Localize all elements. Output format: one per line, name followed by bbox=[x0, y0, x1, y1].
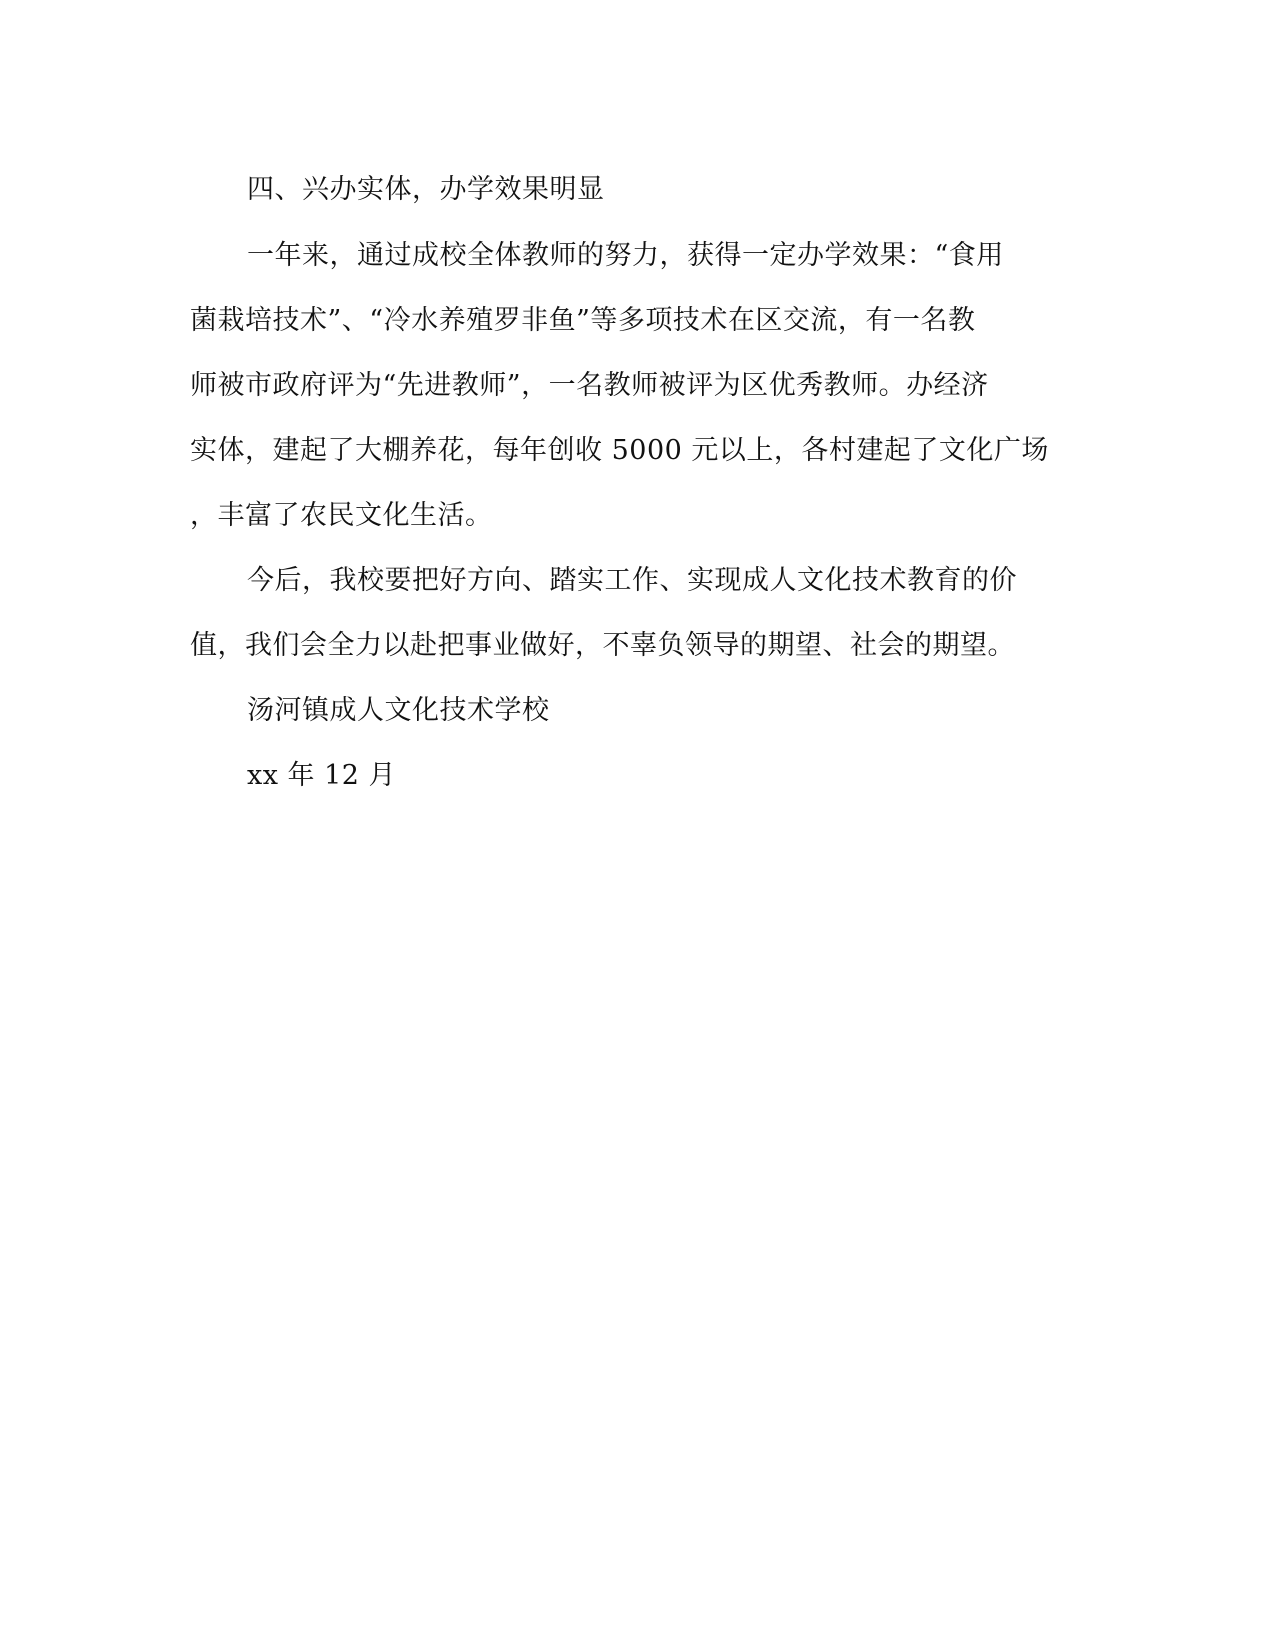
signature-organization: 汤河镇成人文化技术学校 bbox=[247, 695, 550, 726]
paragraph-1-line-4: 实体，建起了大棚养花，每年创收 5000 元以上，各村建起了文化广场 bbox=[190, 435, 1049, 466]
section-heading: 四、兴办实体，办学效果明显 bbox=[247, 174, 605, 205]
paragraph-1-line-1: 一年来，通过成校全体教师的努力，获得一定办学效果：“食用 bbox=[247, 240, 1004, 271]
paragraph-1-line-2: 菌栽培技术”、“冷水养殖罗非鱼”等多项技术在区交流，有一名教 bbox=[190, 305, 976, 336]
signature-date: xx 年 12 月 bbox=[247, 760, 397, 791]
paragraph-1-line-5: ，丰富了农民文化生活。 bbox=[190, 500, 493, 531]
paragraph-2-line-1: 今后，我校要把好方向、踏实工作、实现成人文化技术教育的价 bbox=[247, 565, 1017, 596]
paragraph-2-line-2: 值，我们会全力以赴把事业做好，不辜负领导的期望、社会的期望。 bbox=[190, 630, 1015, 661]
paragraph-1-line-3: 师被市政府评为“先进教师”，一名教师被评为区优秀教师。办经济 bbox=[190, 370, 989, 401]
